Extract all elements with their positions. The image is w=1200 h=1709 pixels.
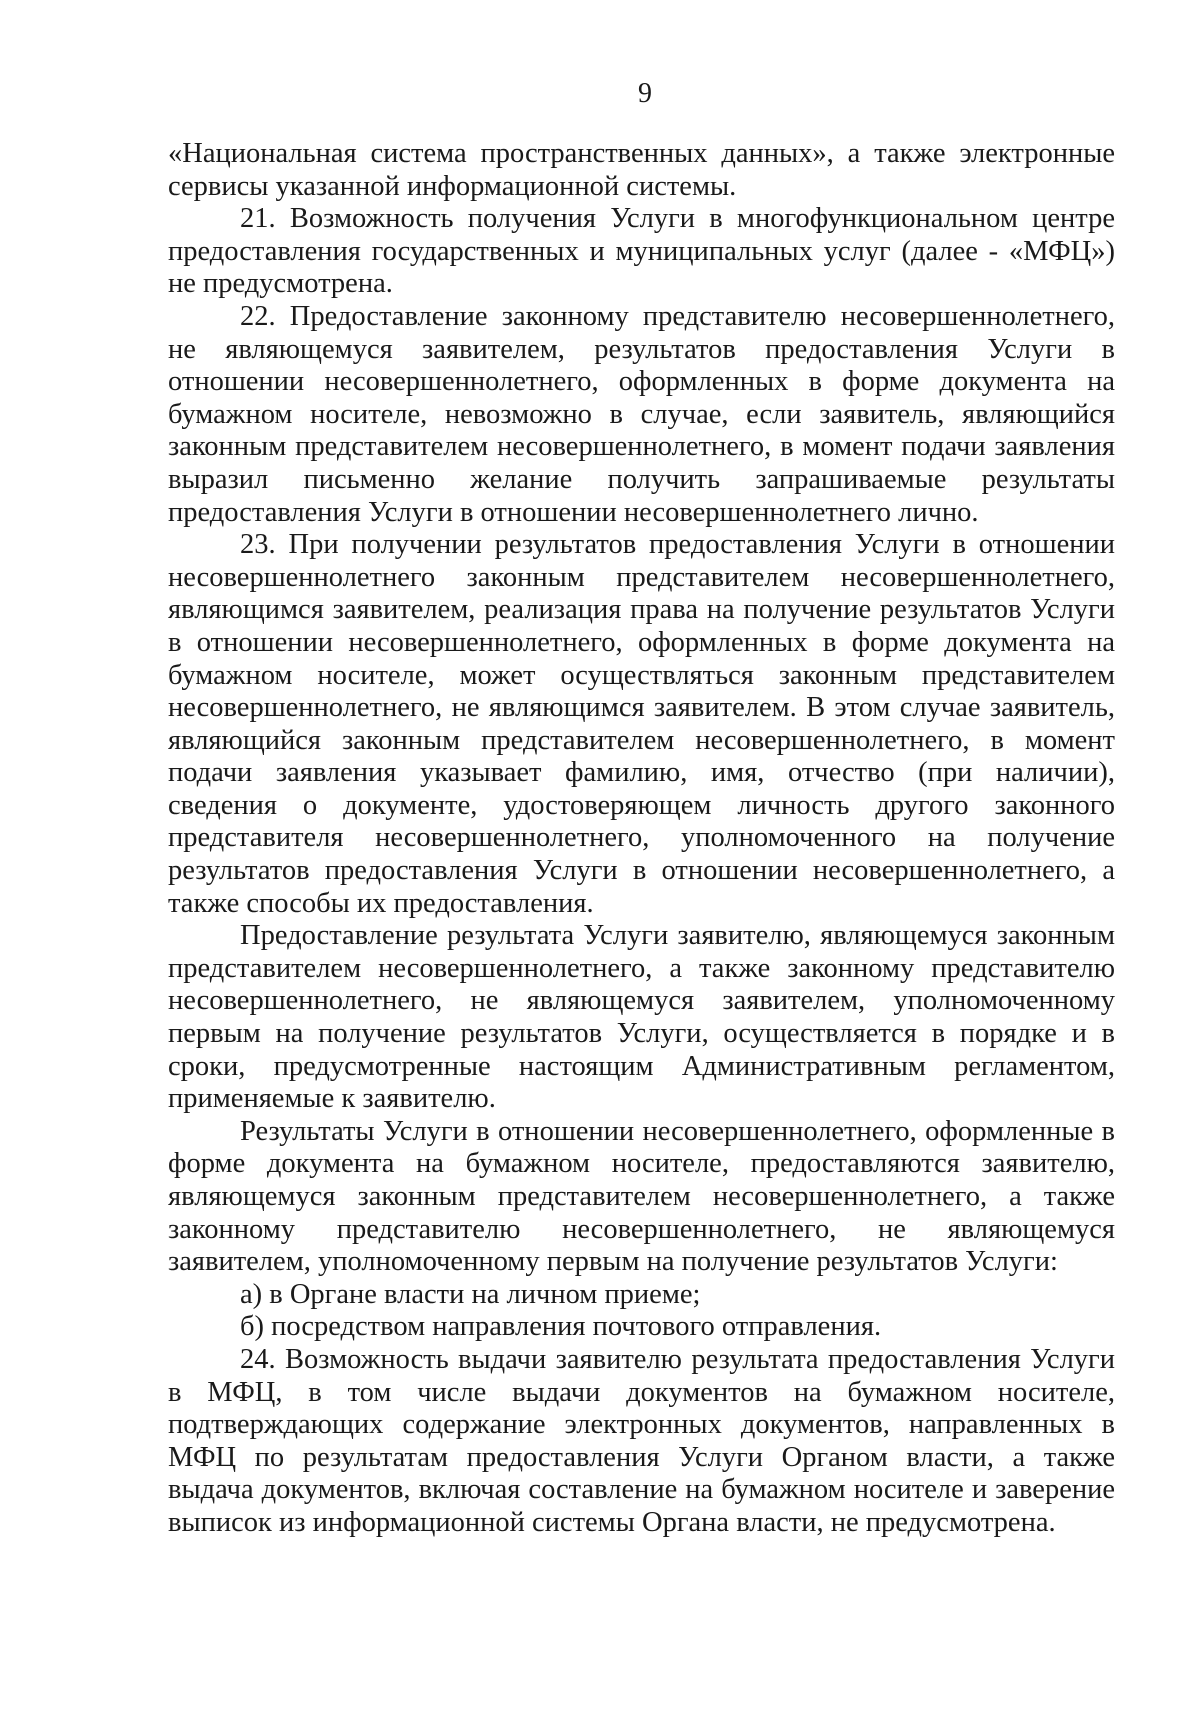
list-item-a: а) в Органе власти на личном приеме; xyxy=(240,1278,701,1310)
page-number: 9 xyxy=(638,78,652,109)
list-item-b: б) посредством направления почтового отправления. xyxy=(240,1311,882,1343)
paragraph-22: 22. Предоставление законному представителю несовершеннолетнего, не являющемуся заявителем, результатов предоставления Услуги в отношении несовершеннолетнего, оформленных в форме документа на бумажном носителе, невозможно в случае, если заявитель, являющийся законным представителем несовершеннолетнего, в момент подачи заявления выразил письменно желание получить запрашиваемые результаты предоставления Услуги в отношении несовершеннолетнего лично. xyxy=(168,300,1115,528)
paragraph-21: 21. Возможность получения Услуги в многофункциональном центре предоставления государственных и муниципальных услуг (далее - «МФЦ») не предусмотрена. xyxy=(168,203,1115,300)
paragraph-23-provision: Предоставление результата Услуги заявителю, являющемуся законным представителем несовершеннолетнего, а также законному представителю несовершеннолетнего, не являющемуся заявителем, уполномоченному первым на получение результатов Услуги, осуществляется в порядке и в сроки, предусмотренные настоящим Административным регламентом, применяемые к заявителю. xyxy=(168,920,1115,1115)
paragraph-23-results: Результаты Услуги в отношении несовершеннолетнего, оформленные в форме документа на бумажном носителе, предоставляются заявителю, являющемуся законным представителем несовершеннолетнего, а также законному представителю несовершеннолетнего, не являющемуся заявителем, уполномоченному первым на получение результатов Услуги: xyxy=(168,1115,1115,1278)
document-body xyxy=(168,138,1115,1540)
paragraph-23: 23. При получении результатов предоставления Услуги в отношении несовершеннолетнего законным представителем несовершеннолетнего, являющимся заявителем, реализация права на получение результатов Услуги в отношении несовершеннолетнего, оформленных в форме документа на бумажном носителе, может осуществляться законным представителем несовершеннолетнего, не являющимся заявителем. В этом случае заявитель, являющийся законным представителем несовершеннолетнего, в момент подачи заявления указывает фамилию, имя, отчество (при наличии), сведения о документе, удостоверяющем личность другого законного представителя несовершеннолетнего, уполномоченного на получение результатов предоставления Услуги в отношении несовершеннолетнего, а также способы их предоставления. xyxy=(168,529,1115,919)
paragraph-24: 24. Возможность выдачи заявителю результата предоставления Услуги в МФЦ, в том числе выдачи документов на бумажном носителе, подтверждающих содержание электронных документов, направленных в МФЦ по результатам предоставления Услуги Органом власти, а также выдача документов, включая составление на бумажном носителе и заверение выписок из информационной системы Органа власти, не предусмотрена. xyxy=(168,1343,1115,1538)
paragraph-continuation: «Национальная система пространственных данных», а также электронные сервисы указанной информационной системы. xyxy=(168,138,1115,202)
